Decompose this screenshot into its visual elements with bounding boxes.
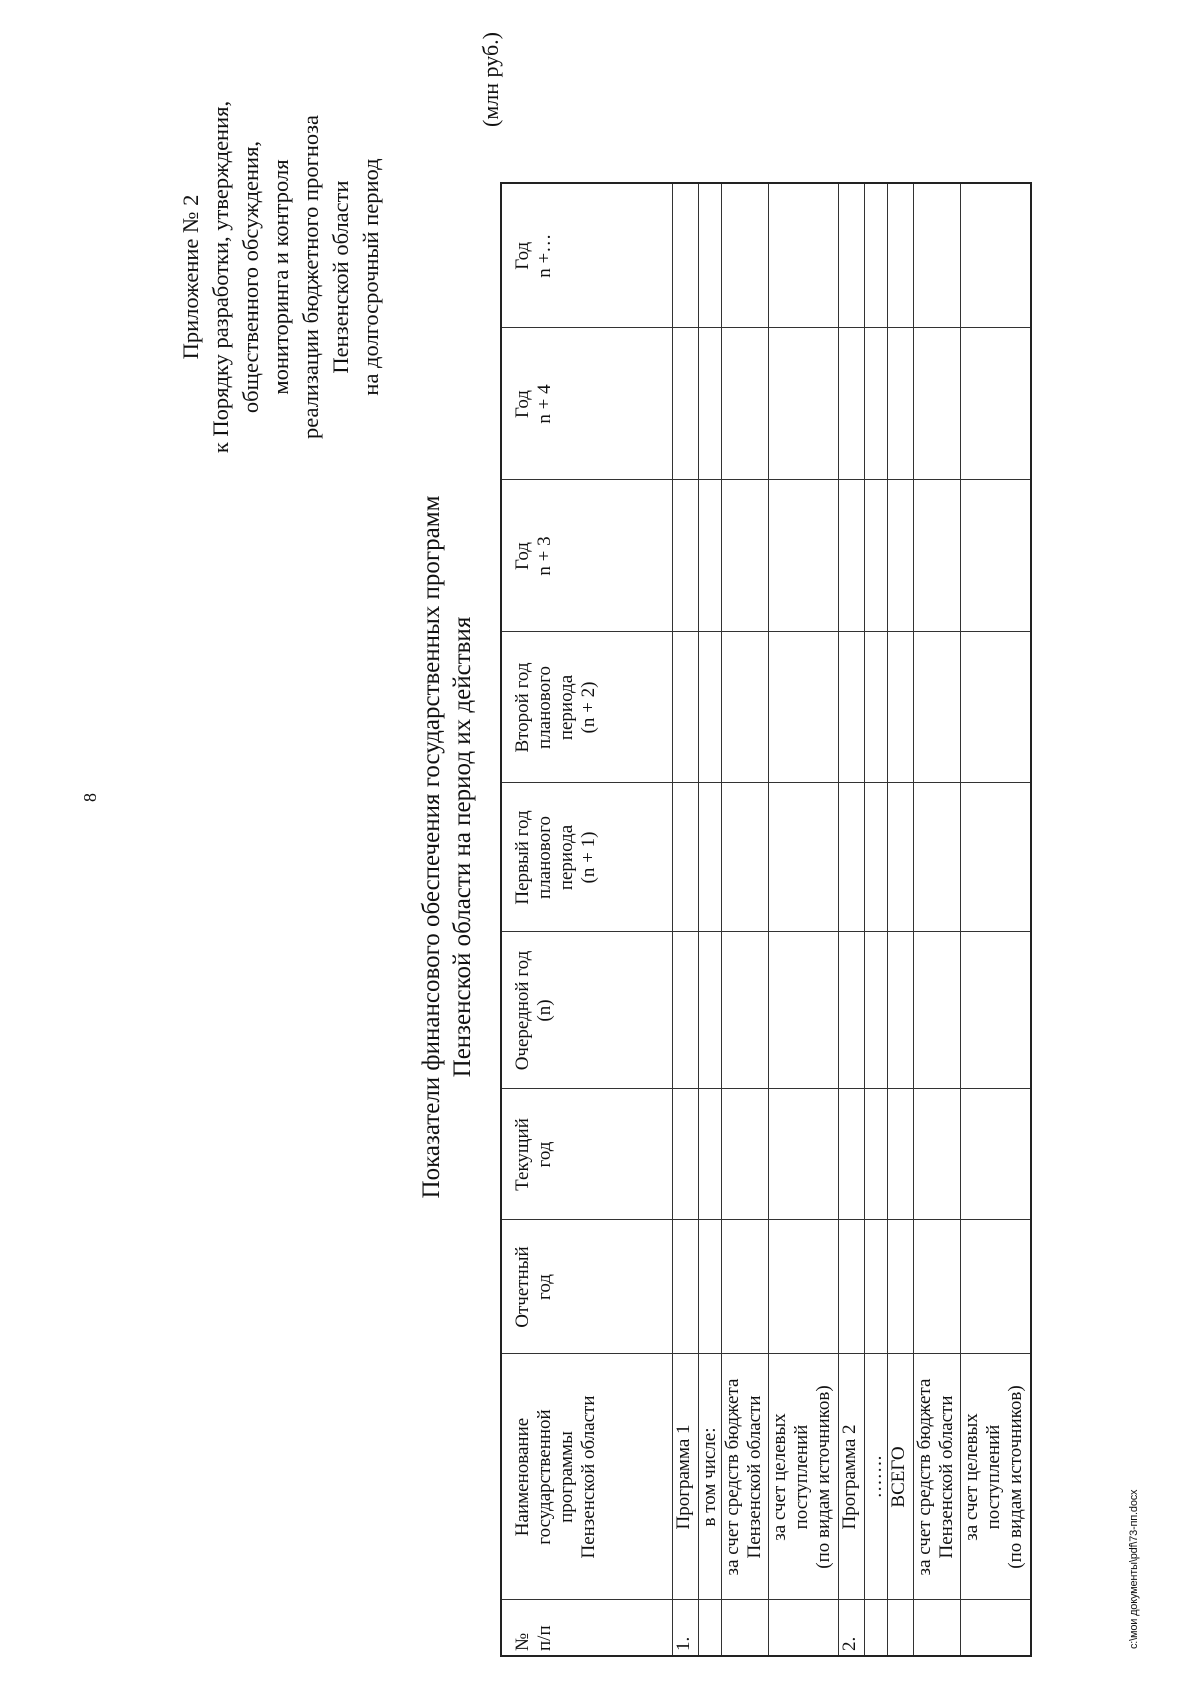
value-cell	[914, 183, 961, 328]
table-header-row	[501, 183, 673, 1656]
header-line: Очередной год	[512, 950, 533, 1071]
header-line: п/п	[534, 1625, 555, 1651]
program-name-cell	[722, 1354, 769, 1600]
header-line: (n)	[534, 999, 555, 1022]
value-cell	[865, 328, 888, 480]
appendix-line: мониторинга и контроля	[268, 159, 293, 395]
value-cell	[888, 183, 914, 328]
header-line: программы	[556, 1431, 577, 1523]
header-line: планового	[534, 816, 555, 899]
program-name-line: за счет средств бюджета	[914, 1378, 935, 1576]
value-cell	[865, 783, 888, 932]
appendix-block	[176, 27, 386, 527]
header-line: Первый год	[512, 810, 533, 905]
financing-table	[500, 182, 1032, 1657]
value-cell	[769, 1089, 839, 1220]
title-line-1: Показатели финансового обеспечения государственных программ	[418, 495, 445, 1199]
value-cell	[673, 1220, 699, 1354]
value-cell	[722, 480, 769, 632]
header-cell	[501, 1089, 673, 1220]
row-number-cell	[769, 1600, 839, 1656]
value-cell	[673, 328, 699, 480]
table-row	[839, 183, 865, 1656]
value-cell	[673, 1089, 699, 1220]
value-cell	[839, 183, 865, 328]
header-line: Наименование	[512, 1417, 533, 1537]
header-cell	[501, 480, 673, 632]
appendix-line: общественного обсуждения,	[238, 140, 263, 414]
program-name-line: Пензенской области	[744, 1395, 765, 1559]
header-line: Пензенской области	[578, 1395, 599, 1559]
value-cell	[888, 480, 914, 632]
header-cell	[501, 632, 673, 783]
header-cell	[501, 1354, 673, 1600]
value-cell	[888, 783, 914, 932]
value-cell	[961, 1220, 1031, 1354]
value-cell	[888, 932, 914, 1089]
value-cell	[699, 1089, 722, 1220]
header-line: Текущий	[512, 1118, 533, 1191]
value-cell	[769, 328, 839, 480]
value-cell	[865, 183, 888, 328]
program-name-line: в том числе:	[699, 1427, 720, 1527]
header-line: (n + 1)	[578, 831, 599, 884]
header-line: n +…	[534, 233, 555, 278]
program-name-cell	[699, 1354, 722, 1600]
appendix-line: реализации бюджетного прогноза	[298, 115, 323, 439]
header-line: периода	[556, 674, 577, 741]
value-cell	[865, 1220, 888, 1354]
program-name-line: (по видам источников)	[1005, 1385, 1026, 1569]
value-cell	[839, 1220, 865, 1354]
value-cell	[888, 632, 914, 783]
value-cell	[769, 183, 839, 328]
value-cell	[961, 1089, 1031, 1220]
value-cell	[839, 632, 865, 783]
program-name-cell	[865, 1354, 888, 1600]
value-cell	[722, 1220, 769, 1354]
value-cell	[673, 480, 699, 632]
header-cell	[501, 783, 673, 932]
table-row	[865, 183, 888, 1656]
value-cell	[865, 932, 888, 1089]
value-cell	[722, 932, 769, 1089]
header-cell	[501, 932, 673, 1089]
header-line: год	[534, 1141, 555, 1168]
header-line: Год	[512, 542, 533, 570]
program-name-line: Программа 2	[839, 1424, 860, 1530]
value-cell	[699, 783, 722, 932]
row-number-cell: 1.	[673, 1600, 699, 1656]
value-cell	[769, 932, 839, 1089]
program-name-line: ВСЕГО	[888, 1446, 909, 1508]
value-cell	[914, 1220, 961, 1354]
value-cell	[865, 632, 888, 783]
header-line: n + 4	[534, 384, 555, 424]
program-name-line: за счет средств бюджета	[722, 1378, 743, 1576]
value-cell	[769, 783, 839, 932]
program-name-cell	[769, 1354, 839, 1600]
table-row	[914, 183, 961, 1656]
program-name-cell	[914, 1354, 961, 1600]
value-cell	[673, 632, 699, 783]
value-cell	[699, 480, 722, 632]
units-label: (млн руб.)	[478, 32, 503, 127]
value-cell	[888, 1089, 914, 1220]
program-name-line: (по видам источников)	[813, 1385, 834, 1569]
row-number-cell: 2.	[839, 1600, 865, 1656]
value-cell	[914, 480, 961, 632]
value-cell	[961, 183, 1031, 328]
value-cell	[961, 480, 1031, 632]
header-line: периода	[556, 824, 577, 891]
program-name-line: за счет целевых	[769, 1413, 790, 1541]
header-cell	[501, 328, 673, 480]
value-cell	[722, 783, 769, 932]
program-name-cell	[839, 1354, 865, 1600]
table-row	[722, 183, 769, 1656]
row-number-cell	[865, 1600, 888, 1656]
value-cell	[839, 783, 865, 932]
program-name-line: поступлений	[983, 1424, 1004, 1530]
value-cell	[722, 328, 769, 480]
program-name-cell	[673, 1354, 699, 1600]
value-cell	[769, 480, 839, 632]
table-row	[673, 183, 699, 1656]
appendix-line: Приложение № 2	[178, 194, 203, 360]
program-name-line: Программа 1	[673, 1424, 694, 1530]
program-name-line: поступлений	[791, 1424, 812, 1530]
row-number-cell	[722, 1600, 769, 1656]
header-line: год	[534, 1274, 555, 1300]
value-cell	[839, 1089, 865, 1220]
value-cell	[914, 328, 961, 480]
file-path-footer: c:\мои документы\pdf\73-пп.docx	[1128, 1489, 1140, 1649]
value-cell	[914, 932, 961, 1089]
value-cell	[699, 932, 722, 1089]
appendix-line: Пензенской области	[328, 180, 353, 374]
value-cell	[914, 1089, 961, 1220]
header-line: (n + 2)	[578, 681, 599, 734]
value-cell	[865, 1089, 888, 1220]
title-line-2: Пензенской области на период их действия	[449, 616, 476, 1078]
header-line: планового	[534, 666, 555, 749]
program-name-line: Пензенской области	[936, 1395, 957, 1559]
value-cell	[673, 932, 699, 1089]
table-row	[961, 183, 1031, 1656]
appendix-line: к Порядку разработки, утверждения,	[208, 100, 233, 454]
value-cell	[888, 328, 914, 480]
document-title	[416, 197, 478, 1497]
table-row	[888, 183, 914, 1656]
row-number-cell	[888, 1600, 914, 1656]
program-name-cell	[888, 1354, 914, 1600]
value-cell	[699, 632, 722, 783]
header-line: Год	[512, 241, 533, 270]
table-row	[699, 183, 722, 1656]
row-number-cell	[699, 1600, 722, 1656]
value-cell	[722, 632, 769, 783]
value-cell	[839, 328, 865, 480]
header-line: Отчетный	[512, 1246, 533, 1328]
header-line: Год	[512, 390, 533, 418]
value-cell	[722, 1089, 769, 1220]
value-cell	[961, 932, 1031, 1089]
value-cell	[961, 328, 1031, 480]
header-cell	[501, 1220, 673, 1354]
value-cell	[839, 932, 865, 1089]
value-cell	[769, 1220, 839, 1354]
value-cell	[961, 783, 1031, 932]
program-name-cell	[961, 1354, 1031, 1600]
header-cell	[501, 1600, 673, 1656]
value-cell	[673, 183, 699, 328]
header-line: №	[512, 1632, 533, 1651]
header-line: Второй год	[512, 662, 533, 753]
program-name-line: …….	[865, 1455, 886, 1499]
page-number: 8	[80, 793, 100, 802]
table-row	[769, 183, 839, 1656]
value-cell	[699, 1220, 722, 1354]
value-cell	[699, 183, 722, 328]
program-name-line: за счет целевых	[961, 1413, 982, 1541]
value-cell	[914, 783, 961, 932]
value-cell	[673, 783, 699, 932]
appendix-line: на долгосрочный период	[358, 158, 383, 396]
value-cell	[722, 183, 769, 328]
value-cell	[699, 328, 722, 480]
row-number-cell	[914, 1600, 961, 1656]
header-cell	[501, 183, 673, 328]
value-cell	[961, 632, 1031, 783]
row-number-cell	[961, 1600, 1031, 1656]
value-cell	[839, 480, 865, 632]
header-line: n + 3	[534, 536, 555, 576]
value-cell	[769, 632, 839, 783]
header-line: государственной	[534, 1409, 555, 1545]
value-cell	[888, 1220, 914, 1354]
value-cell	[865, 480, 888, 632]
value-cell	[914, 632, 961, 783]
